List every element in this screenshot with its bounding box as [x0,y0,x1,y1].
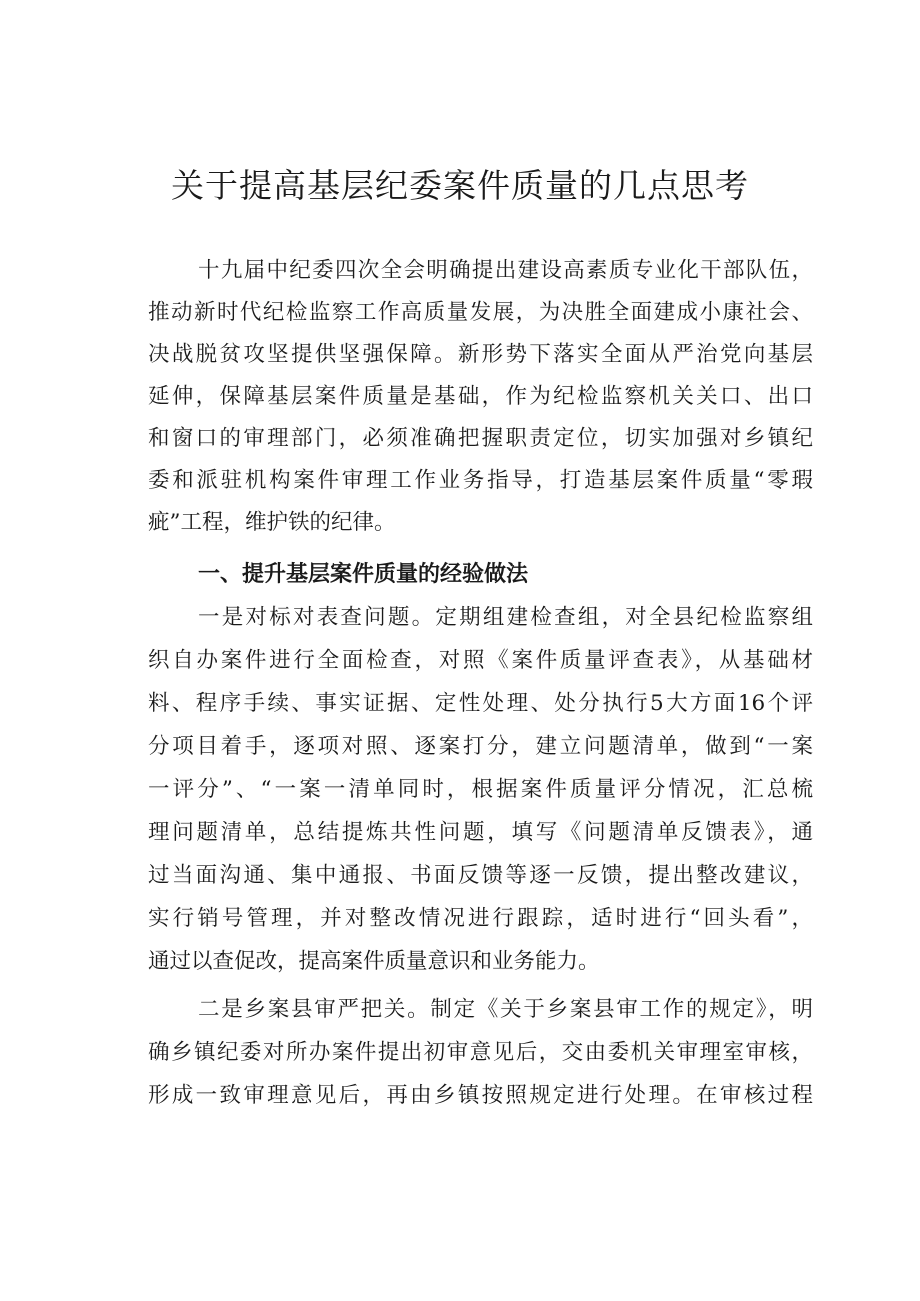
paragraph-line: 推动新时代纪检监察工作高质量发展，为决胜全面建成小康社会、 [148,300,813,325]
paragraph-line: 过当面沟通、集中通报、书面反馈等逐一反馈，提出整改建议， [148,863,813,888]
paragraph-line: 委和派驻机构案件审理工作业务指导，打造基层案件质量“零瑕 [148,468,813,493]
document-title: 关于提高基层纪委案件质量的几点思考 [171,166,749,205]
section-heading: 一、提升基层案件质量的经验做法 [198,562,529,587]
paragraph-line: 织自办案件进行全面检查，对照《案件质量评查表》，从基础材 [148,648,813,673]
paragraph-line: 十九届中纪委四次全会明确提出建设高素质专业化干部队伍， [198,258,813,283]
paragraph-line: 决战脱贫攻坚提供坚强保障。新形势下落实全面从严治党向基层 [148,342,813,367]
paragraph-line: 二是乡案县审严把关。制定《关于乡案县审工作的规定》，明 [198,997,813,1022]
paragraph-line: 延伸，保障基层案件质量是基础，作为纪检监察机关关口、出口 [148,384,813,409]
paragraph-line: 和窗口的审理部门，必须准确把握职责定位，切实加强对乡镇纪 [148,426,813,451]
paragraph-line: 料、程序手续、事实证据、定性处理、处分执行5大方面16个评 [148,691,813,716]
paragraph-line: 通过以查促改，提高案件质量意识和业务能力。 [148,949,600,974]
paragraph-line: 确乡镇纪委对所办案件提出初审意见后，交由委机关审理室审核， [148,1040,813,1065]
paragraph-line: 理问题清单，总结提炼共性问题，填写《问题清单反馈表》，通 [148,820,813,845]
paragraph-line: 一评分”、“一案一清单同时，根据案件质量评分情况，汇总梳 [148,777,813,802]
paragraph-line: 形成一致审理意见后，再由乡镇按照规定进行处理。在审核过程 [148,1083,813,1108]
paragraph-line: 分项目着手，逐项对照、逐案打分，建立问题清单，做到“一案 [148,734,813,759]
paragraph-line: 一是对标对表查问题。定期组建检查组，对全县纪检监察组 [198,605,813,630]
paragraph-line: 实行销号管理，并对整改情况进行跟踪，适时进行“回头看”， [148,906,813,931]
paragraph-line: 疵”工程，维护铁的纪律。 [148,510,396,535]
